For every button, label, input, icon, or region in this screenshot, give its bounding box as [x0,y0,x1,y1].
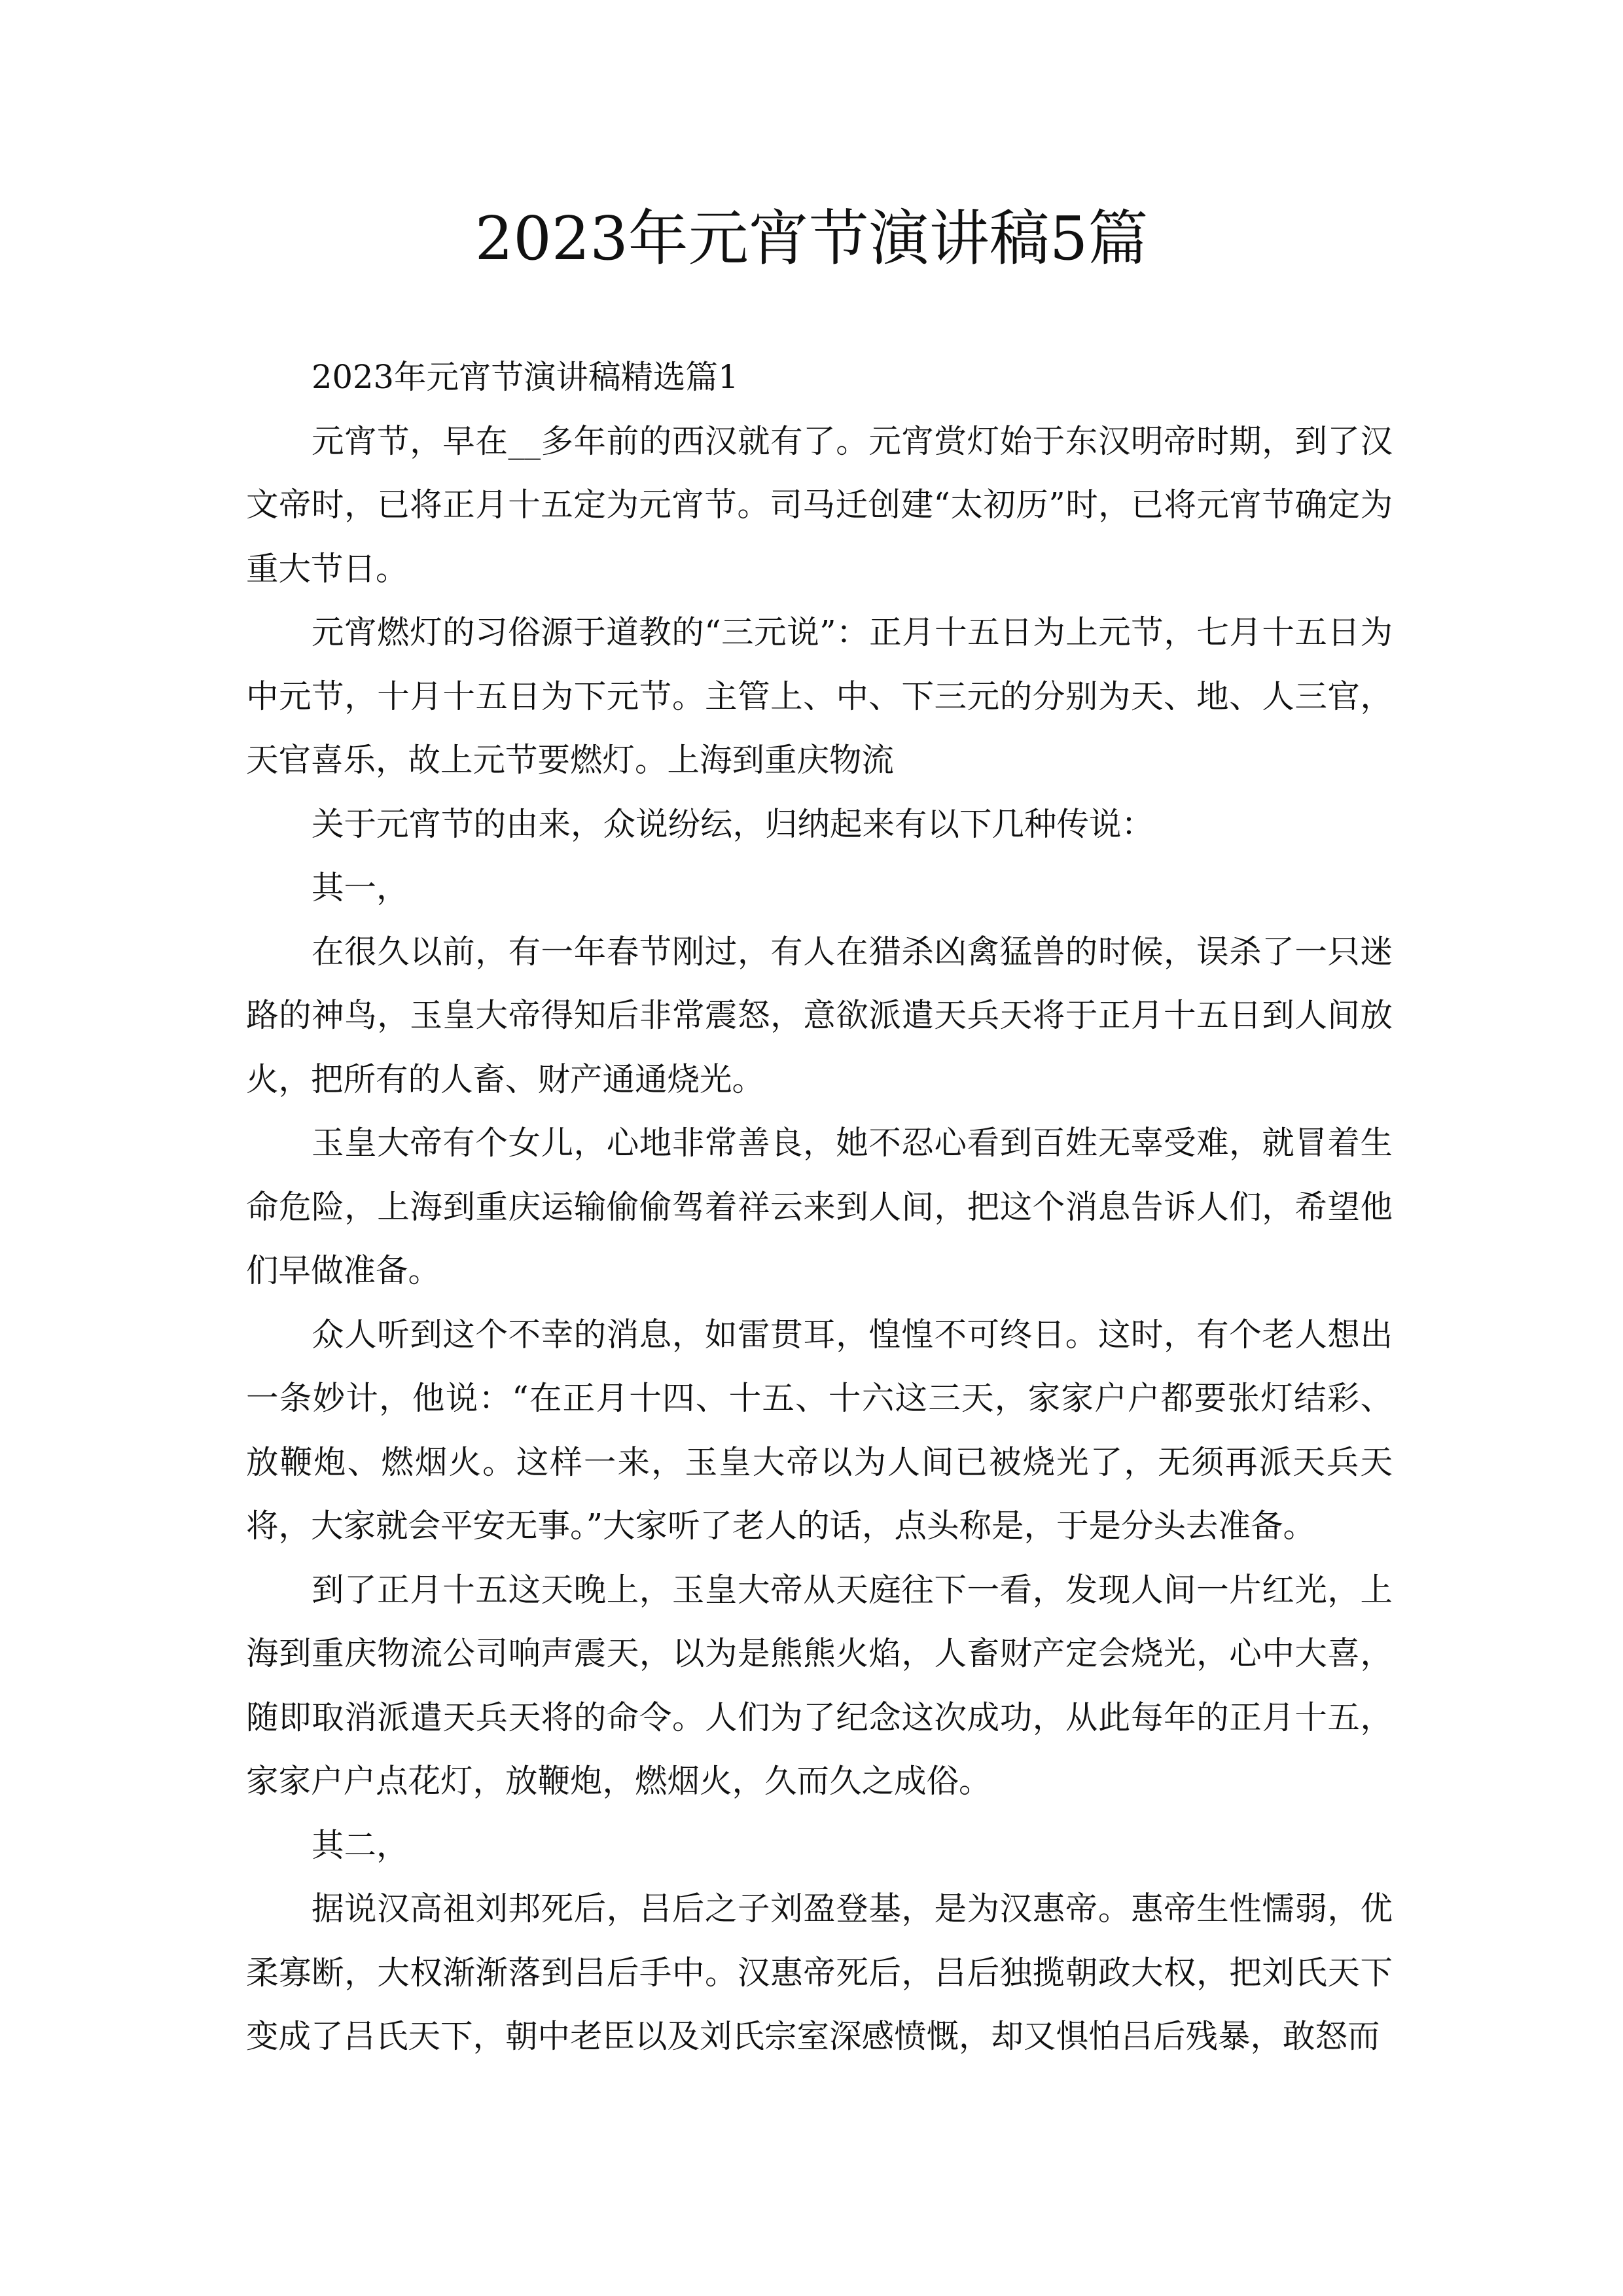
paragraph: 据说汉高祖刘邦死后，吕后之子刘盈登基，是为汉惠帝。惠帝生性懦弱，优柔寡断，大权渐渐落到吕后手中。汉惠帝死后，吕后独揽朝政大权，把刘氏天下变成了吕氏天下，朝中老臣以及刘氏宗室深感愤慨，却又惧怕吕后残暴，敢怒而 [246,1890,1393,2055]
paragraph: 到了正月十五这天晚上，玉皇大帝从天庭往下一看，发现人间一片红光，上海到重庆物流公司响声震天，以为是熊熊火焰，人畜财产定会烧光，心中大喜，随即取消派遣天兵天将的命令。人们为了纪念这次成功，从此每年的正月十五，家家户户点花灯，放鞭炮，燃烟火，久而久之成俗。 [246,1570,1393,1800]
section-heading: 2023年元宵节演讲稿精选篇1 [312,358,739,396]
paragraph: 元宵节，早在__多年前的西汉就有了。元宵赏灯始于东汉明帝时期，到了汉文帝时，已将正月十五定为元宵节。司马迁创建“太初历”时，已将元宵节确定为重大节日。 [246,422,1393,588]
paragraph: 元宵燃灯的习俗源于道教的“三元说”：正月十五日为上元节，七月十五日为中元节，十月十五日为下元节。主管上、中、下三元的分别为天、地、人三官，天官喜乐，故上元节要燃灯。上海到重庆物流 [246,613,1393,779]
document-body [246,346,1393,2069]
paragraph: 其二， [312,1825,409,1864]
document-title: 2023年元宵节演讲稿5篇 [474,204,1149,274]
paragraph: 在很久以前，有一年春节刚过，有人在猎杀凶禽猛兽的时候，误杀了一只迷路的神鸟，玉皇大帝得知后非常震怒，意欲派遣天兵天将于正月十五日到人间放火，把所有的人畜、财产通通烧光。 [246,932,1393,1098]
paragraph: 众人听到这个不幸的消息，如雷贯耳，惶惶不可终日。这时，有个老人想出一条妙计，他说：“在正月十四、十五、十六这三天，家家户户都要张灯结彩、放鞭炮、燃烟火。这样一来，玉皇大帝以为人间已被烧光了，无须再派天兵天将，大家就会平安无事。”大家听了老人的话，点头称是，于是分头去准备。 [246,1315,1393,1545]
paragraph: 关于元宵节的由来，众说纷纭，归纳起来有以下几种传说： [312,804,1154,843]
paragraph: 其一， [312,869,409,906]
paragraph: 玉皇大帝有个女儿，心地非常善良，她不忍心看到百姓无辜受难，就冒着生命危险，上海到重庆运输偷偷驾着祥云来到人间，把这个消息告诉人们，希望他们早做准备。 [246,1124,1393,1289]
